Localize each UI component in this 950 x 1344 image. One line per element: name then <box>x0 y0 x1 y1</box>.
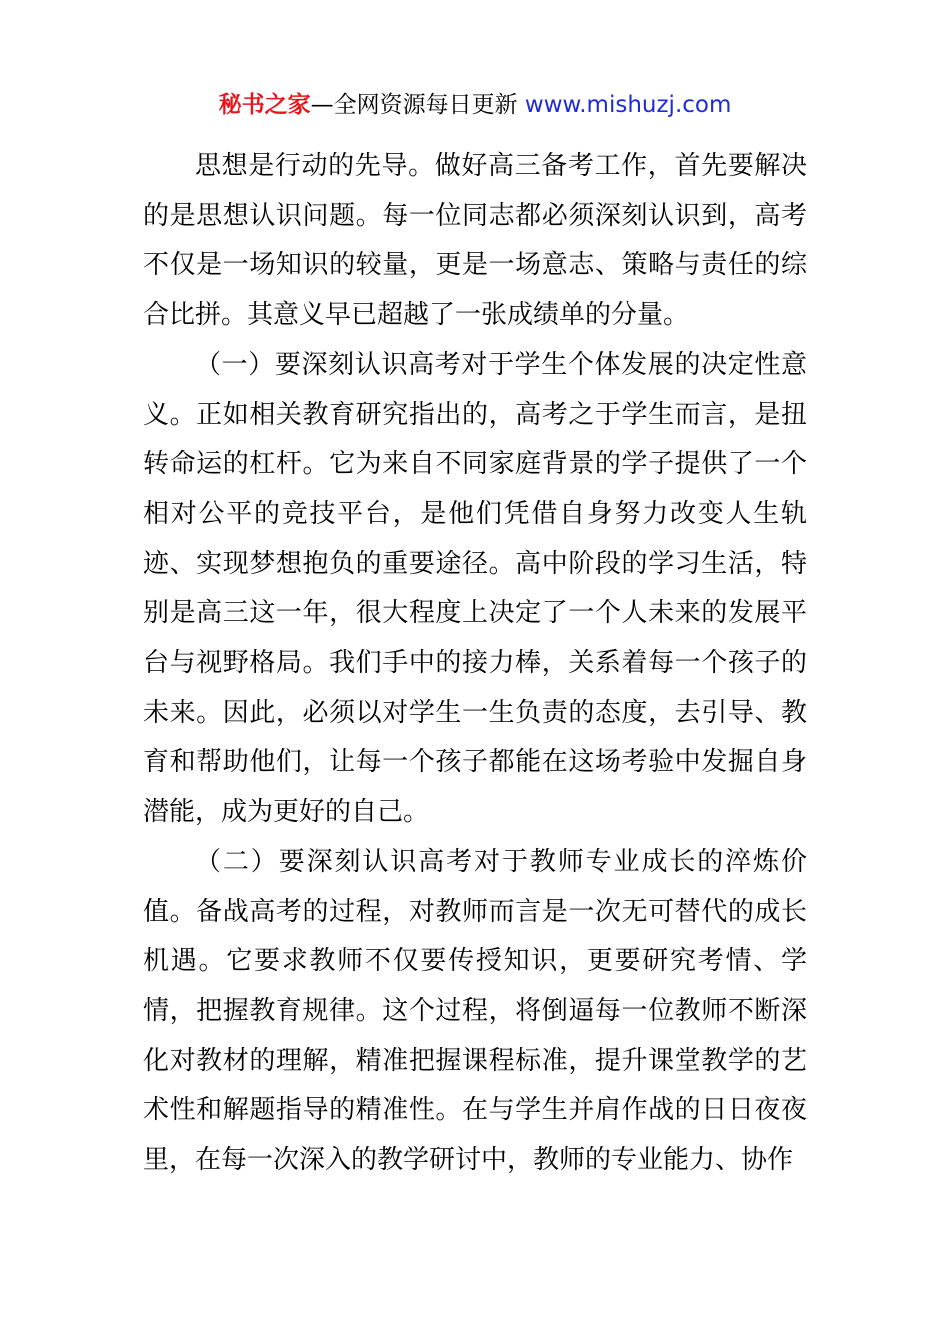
brand-name: 秘书之家 <box>218 92 311 118</box>
document-body <box>143 142 807 1186</box>
paragraph-point-one: （一）要深刻认识高考对于学生个体发展的决定性意义。正如相关教育研究指出的，高考之于学生而言，是扭转命运的杠杆。它为来自不同家庭背景的学子提供了一个相对公平的竞技平台，是他们凭借自身努力改变人生轨迹、实现梦想抱负的重要途径。高中阶段的学习生活，特别是高三这一年，很大程度上决定了一个人未来的发展平台与视野格局。我们手中的接力棒，关系着每一个孩子的未来。因此，必须以对学生一生负责的态度，去引导、教育和帮助他们，让每一个孩子都能在这场考验中发掘自身潜能，成为更好的自己。 <box>143 349 807 828</box>
paragraph-intro: 思想是行动的先导。做好高三备考工作，首先要解决的是思想认识问题。每一位同志都必须深刻认识到，高考不仅是一场知识的较量，更是一场意志、策略与责任的综合比拼。其意义早已超越了一张成绩单的分量。 <box>143 151 807 331</box>
site-header <box>0 88 950 122</box>
site-url[interactable]: www.mishuzj.com <box>524 92 732 118</box>
site-tagline: —全网资源每日更新 <box>310 92 525 118</box>
paragraph-point-two: （二）要深刻认识高考对于教师专业成长的淬炼价值。备战高考的过程，对教师而言是一次无可替代的成长机遇。它要求教师不仅要传授知识，更要研究考情、学情，把握教育规律。这个过程，将倒逼每一位教师不断深化对教材的理解，精准把握课程标准，提升课堂教学的艺术性和解题指导的精准性。在与学生并肩作战的日日夜夜里，在每一次深入的教学研讨中，教师的专业能力、协作 <box>143 846 807 1176</box>
